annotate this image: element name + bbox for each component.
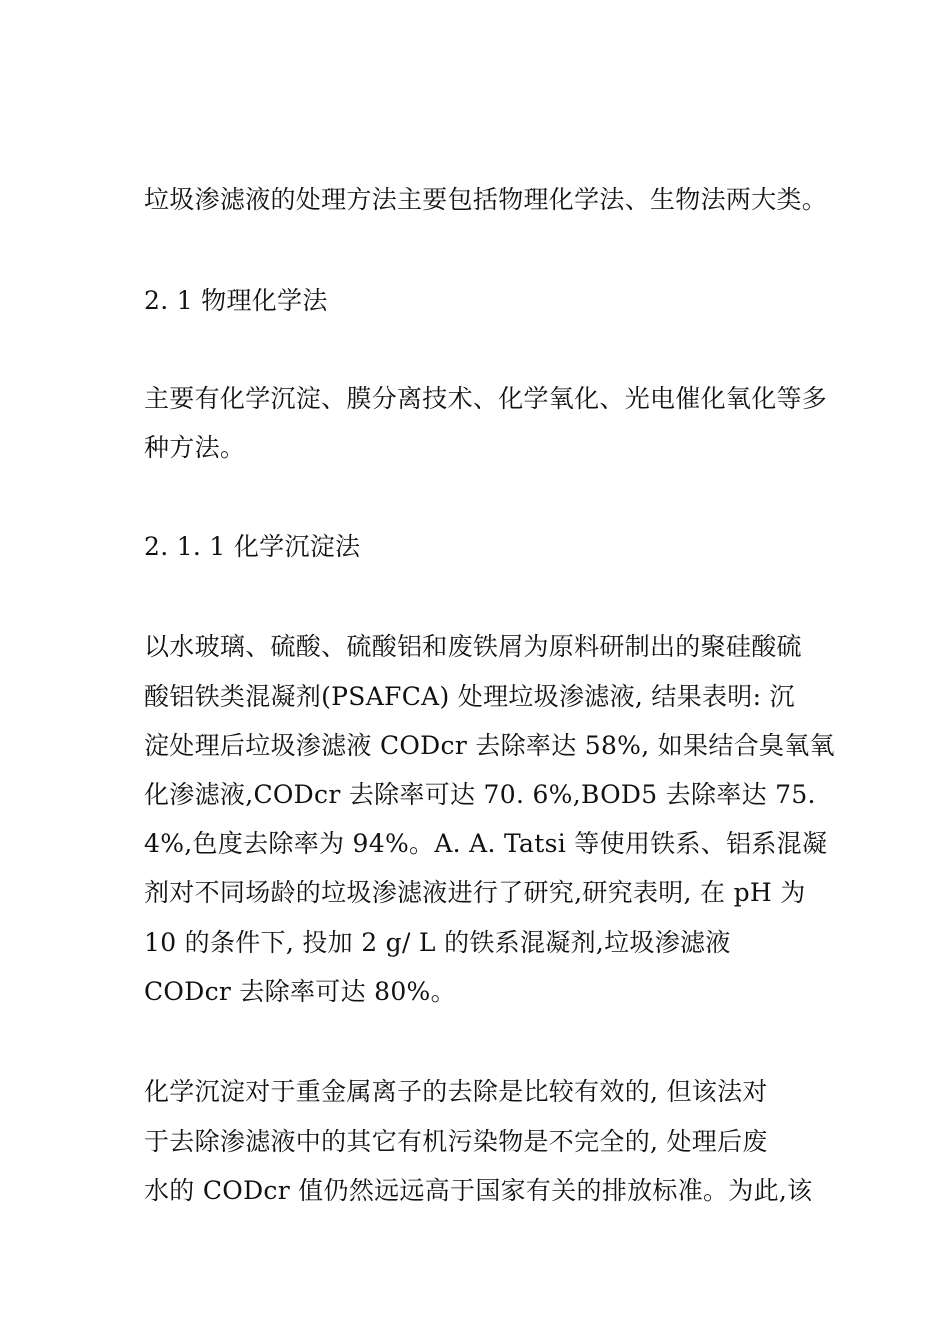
paragraph-1-line-7: 10 的条件下, 投加 2 g/ L 的铁系混凝剂,垃圾渗滤液 <box>144 928 731 957</box>
paragraph-1-line-6: 剂对不同场龄的垃圾渗滤液进行了研究,研究表明, 在 pH 为 <box>144 878 806 907</box>
intro-line-1: 垃圾渗滤液的处理方法主要包括物理化学法、生物法两大类。 <box>144 185 828 214</box>
paragraph-2-line-3: 水的 CODcr 值仍然远远高于国家有关的排放标准。为此,该 <box>144 1176 813 1205</box>
paragraph-1-line-1: 以水玻璃、硫酸、硫酸铝和废铁屑为原料研制出的聚硅酸硫 <box>144 632 802 661</box>
paragraph-1-line-3: 淀处理后垃圾渗滤液 CODcr 去除率达 58%, 如果结合臭氧氧 <box>144 731 835 760</box>
paragraph-1-line-8: CODcr 去除率可达 80%。 <box>144 977 456 1006</box>
paragraph-2-line-1: 化学沉淀对于重金属离子的去除是比较有效的, 但该法对 <box>144 1077 768 1106</box>
paragraph-1-line-4: 化渗滤液,CODcr 去除率可达 70. 6%,BOD5 去除率达 75. <box>144 780 816 809</box>
paragraph-1-line-5: 4%,色度去除率为 94%。A. A. Tatsi 等使用铁系、铝系混凝 <box>144 829 828 858</box>
paragraph-1-line-2: 酸铝铁类混凝剂(PSAFCA) 处理垃圾渗滤液, 结果表明: 沉 <box>144 682 795 711</box>
section-2-1-line-2: 种方法。 <box>144 433 246 462</box>
section-2-1-1-heading: 2. 1. 1 化学沉淀法 <box>144 532 361 561</box>
section-2-1-heading: 2. 1 物理化学法 <box>144 286 328 315</box>
paragraph-2-line-2: 于去除渗滤液中的其它有机污染物是不完全的, 处理后废 <box>144 1127 768 1156</box>
section-2-1-line-1: 主要有化学沉淀、膜分离技术、化学氧化、光电催化氧化等多 <box>144 384 828 413</box>
